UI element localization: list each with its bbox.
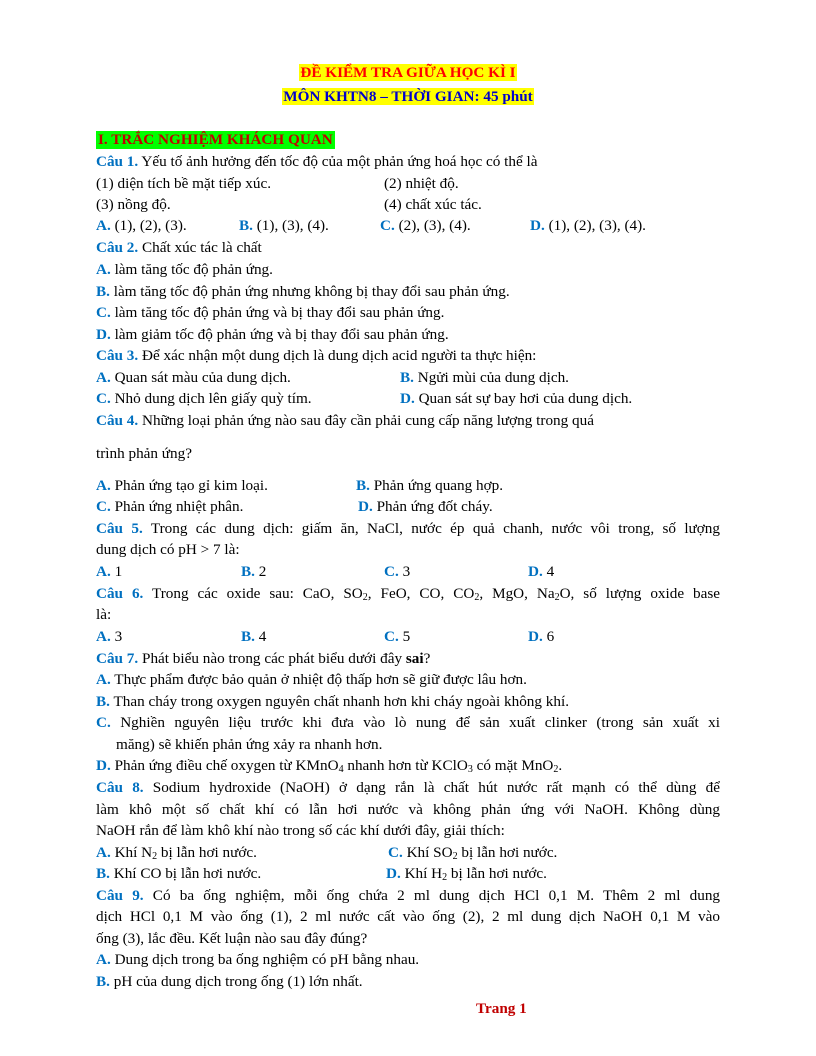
option-3c bbox=[96, 389, 312, 408]
option-3a bbox=[96, 368, 291, 387]
option-3d bbox=[400, 389, 632, 408]
question-3-label: Câu 3. bbox=[96, 347, 139, 364]
question-1 bbox=[96, 152, 720, 171]
option-label: A. bbox=[96, 951, 111, 968]
option-label: B. bbox=[96, 865, 110, 882]
option-text: 2 bbox=[254, 563, 267, 580]
option-text: (1), (2), (3). bbox=[110, 217, 187, 234]
option-text: . bbox=[558, 757, 563, 774]
question-6-continued: là: bbox=[96, 606, 112, 623]
option-1a bbox=[96, 216, 187, 235]
option-1c bbox=[380, 216, 471, 235]
option-label: C. bbox=[96, 304, 111, 321]
question-8 bbox=[96, 778, 720, 797]
question-2-text: Chất xúc tác là chất bbox=[138, 239, 262, 256]
question-7 bbox=[96, 649, 720, 668]
option-7b bbox=[96, 692, 720, 711]
exam-title bbox=[0, 64, 816, 82]
option-text: 3 bbox=[398, 563, 411, 580]
option-2d bbox=[96, 325, 720, 344]
option-label: B. bbox=[400, 369, 414, 386]
option-text: bị lẫn hơi nước. bbox=[457, 844, 558, 861]
question-2-label: Câu 2. bbox=[96, 239, 139, 256]
option-text: bị lẫn hơi nước. bbox=[157, 844, 257, 861]
subscript: 2 bbox=[554, 592, 560, 603]
option-7c-continued: măng) sẽ khiến phản ứng xảy ra nhanh hơn. bbox=[116, 736, 383, 753]
question-7-text: ? bbox=[423, 650, 431, 667]
option-3b bbox=[400, 368, 569, 387]
question-5-text: Trong các dung dịch: giấm ăn, NaCl, nước ép quả chanh, nước vôi trong, số lượng bbox=[142, 520, 720, 537]
option-4a bbox=[96, 476, 268, 495]
factor-2: (2) nhiệt độ. bbox=[384, 175, 459, 192]
option-label: C. bbox=[96, 714, 111, 731]
question-9-continued-2: ống (3), lắc đều. Kết luận nào sau đây đúng? bbox=[96, 930, 368, 947]
option-text: nhanh hơn từ KClO bbox=[343, 757, 468, 774]
option-7c bbox=[96, 713, 720, 732]
subscript: 2 bbox=[452, 851, 458, 862]
option-text: 6 bbox=[542, 628, 555, 645]
option-text: Phản ứng quang hợp. bbox=[369, 477, 504, 494]
question-3 bbox=[96, 346, 720, 365]
option-5d bbox=[528, 562, 554, 581]
question-7-label: Câu 7. bbox=[96, 650, 139, 667]
option-text: 3 bbox=[110, 628, 123, 645]
option-text: 4 bbox=[254, 628, 267, 645]
option-label: B. bbox=[96, 693, 110, 710]
factor-4: (4) chất xúc tác. bbox=[384, 196, 482, 213]
option-label: C. bbox=[380, 217, 395, 234]
question-6-text: O, số lượng oxide base bbox=[559, 585, 720, 602]
option-text: bị lẫn hơi nước. bbox=[447, 865, 547, 882]
option-label: C. bbox=[96, 498, 111, 515]
option-8a bbox=[96, 843, 257, 862]
option-text: 1 bbox=[110, 563, 123, 580]
option-text: 4 bbox=[542, 563, 555, 580]
option-6d bbox=[528, 627, 554, 646]
option-label: B. bbox=[239, 217, 253, 234]
option-text: Quan sát sự bay hơi của dung dịch. bbox=[414, 390, 633, 407]
option-label: A. bbox=[96, 217, 111, 234]
option-text: (1), (3), (4). bbox=[252, 217, 329, 234]
option-label: D. bbox=[400, 390, 415, 407]
question-6-text: , MgO, Na bbox=[479, 585, 555, 602]
question-6-text: Trong các oxide sau: CaO, SO bbox=[143, 585, 363, 602]
option-text: Nhỏ dung dịch lên giấy quỳ tím. bbox=[110, 390, 312, 407]
factor-3: (3) nồng độ. bbox=[96, 196, 171, 213]
option-text: (2), (3), (4). bbox=[394, 217, 471, 234]
option-label: A. bbox=[96, 369, 111, 386]
question-4-continued: trình phản ứng? bbox=[96, 445, 192, 462]
question-1-label: Câu 1. bbox=[96, 153, 139, 170]
option-4c bbox=[96, 497, 243, 516]
option-9b bbox=[96, 972, 720, 991]
question-5-label: Câu 5. bbox=[96, 520, 143, 537]
option-2b bbox=[96, 282, 720, 301]
option-text: pH của dung dịch trong ống (1) lớn nhất. bbox=[109, 973, 363, 990]
option-text: làm tăng tốc độ phản ứng nhưng không bị thay đổi sau phản ứng. bbox=[109, 283, 510, 300]
factor-1: (1) diện tích bề mặt tiếp xúc. bbox=[96, 175, 272, 192]
option-8b bbox=[96, 864, 261, 883]
question-4-text: Những loại phản ứng nào sau đây cần phải cung cấp năng lượng trong quá bbox=[138, 412, 594, 429]
option-6c bbox=[384, 627, 410, 646]
question-9-continued-1: dịch HCl 0,1 M vào ống (1), 2 ml nước cất vào ống (2), 2 ml dung dịch NaOH 0,1 M vào bbox=[96, 908, 720, 925]
option-text: Ngửi mùi của dung dịch. bbox=[413, 369, 569, 386]
option-label: D. bbox=[96, 326, 111, 343]
exam-title-text: ĐỀ KIỂM TRA GIỮA HỌC KÌ I bbox=[300, 64, 516, 81]
question-3-text: Để xác nhận một dung dịch là dung dịch acid người ta thực hiện: bbox=[138, 347, 537, 364]
option-text: Than cháy trong oxygen nguyên chất nhanh hơn khi cháy ngoài không khí. bbox=[109, 693, 569, 710]
option-label: D. bbox=[386, 865, 401, 882]
subscript: 2 bbox=[152, 851, 158, 862]
option-label: B. bbox=[356, 477, 370, 494]
question-4 bbox=[96, 411, 720, 430]
option-4d bbox=[358, 497, 493, 516]
option-label: C. bbox=[384, 628, 399, 645]
question-5 bbox=[96, 519, 720, 538]
option-2a bbox=[96, 260, 720, 279]
option-5c bbox=[384, 562, 410, 581]
option-text: có mặt MnO bbox=[472, 757, 554, 774]
question-8-label: Câu 8. bbox=[96, 779, 144, 796]
question-5-continued: dung dịch có pH > 7 là: bbox=[96, 541, 240, 558]
option-5a bbox=[96, 562, 122, 581]
option-7d bbox=[96, 756, 720, 775]
option-5b bbox=[241, 562, 266, 581]
option-text: Phản ứng tạo gỉ kim loại. bbox=[110, 477, 268, 494]
option-label: D. bbox=[528, 563, 543, 580]
question-1-text: Yếu tố ảnh hưởng đến tốc độ của một phản ứng hoá học có thể là bbox=[138, 153, 538, 170]
option-label: C. bbox=[384, 563, 399, 580]
option-text: Khí SO bbox=[402, 844, 453, 861]
option-8d bbox=[386, 864, 547, 883]
question-6-text: , FeO, CO, CO bbox=[367, 585, 475, 602]
section-title: I. TRẮC NGHIỆM KHÁCH QUAN bbox=[98, 131, 333, 148]
option-label: B. bbox=[96, 973, 110, 990]
option-text: Khí N bbox=[110, 844, 153, 861]
option-label: D. bbox=[530, 217, 545, 234]
subscript: 2 bbox=[474, 592, 480, 603]
option-7a bbox=[96, 670, 720, 689]
option-label: A. bbox=[96, 261, 111, 278]
option-label: A. bbox=[96, 628, 111, 645]
option-label: C. bbox=[388, 844, 403, 861]
option-text: 5 bbox=[398, 628, 411, 645]
option-text: Quan sát màu của dung dịch. bbox=[110, 369, 291, 386]
question-8-continued-2: NaOH rắn để làm khô khí nào trong số các khí dưới đây, giải thích: bbox=[96, 822, 505, 839]
question-8-text: Sodium hydroxide (NaOH) ở dạng rắn là chất hút nước rất mạnh có thể dùng để bbox=[143, 779, 720, 796]
option-text: Nghiền nguyên liệu trước khi đưa vào lò nung để sản xuất clinker (trong sản xuất xi bbox=[110, 714, 720, 731]
question-9 bbox=[96, 886, 720, 905]
option-text: Phản ứng nhiệt phân. bbox=[110, 498, 244, 515]
option-6b bbox=[241, 627, 266, 646]
option-text: Phản ứng điều chế oxygen từ KMnO bbox=[110, 757, 339, 774]
subscript: 2 bbox=[442, 872, 448, 883]
option-label: B. bbox=[96, 283, 110, 300]
question-8-continued-1: làm khô một số chất khí có lẫn hơi nước và không phản ứng với NaOH. Không dùng bbox=[96, 801, 720, 818]
subscript: 4 bbox=[338, 764, 344, 775]
option-text: làm tăng tốc độ phản ứng và bị thay đổi sau phản ứng. bbox=[110, 304, 445, 321]
question-4-label: Câu 4. bbox=[96, 412, 139, 429]
option-label: A. bbox=[96, 844, 111, 861]
option-text: làm giảm tốc độ phản ứng và bị thay đổi sau phản ứng. bbox=[110, 326, 449, 343]
subscript: 3 bbox=[467, 764, 473, 775]
option-6a bbox=[96, 627, 122, 646]
option-label: C. bbox=[96, 390, 111, 407]
option-9a bbox=[96, 950, 720, 969]
option-label: A. bbox=[96, 671, 111, 688]
question-9-label: Câu 9. bbox=[96, 887, 144, 904]
option-label: B. bbox=[241, 628, 255, 645]
option-label: D. bbox=[96, 757, 111, 774]
question-6 bbox=[96, 584, 720, 603]
option-1d bbox=[530, 216, 646, 235]
option-label: D. bbox=[528, 628, 543, 645]
option-label: D. bbox=[358, 498, 373, 515]
option-1b bbox=[239, 216, 329, 235]
option-label: B. bbox=[241, 563, 255, 580]
option-8c bbox=[388, 843, 557, 862]
question-7-text: Phát biểu nào trong các phát biểu dưới đây bbox=[138, 650, 406, 667]
question-2 bbox=[96, 238, 720, 257]
exam-subtitle-text: MÔN KHTN8 – THỜI GIAN: 45 phút bbox=[283, 88, 533, 105]
option-text: Thực phẩm được bảo quản ở nhiệt độ thấp hơn sẽ giữ được lâu hơn. bbox=[110, 671, 527, 688]
question-9-text: Có ba ống nghiệm, mỗi ống chứa 2 ml dung dịch HCl 0,1 M. Thêm 2 ml dung bbox=[143, 887, 721, 904]
question-6-label: Câu 6. bbox=[96, 585, 144, 602]
option-text: làm tăng tốc độ phản ứng. bbox=[110, 261, 273, 278]
option-text: Phản ứng đốt cháy. bbox=[372, 498, 493, 515]
question-7-emphasis: sai bbox=[405, 650, 424, 667]
option-text: Dung dịch trong ba ống nghiệm có pH bằng nhau. bbox=[110, 951, 420, 968]
exam-subtitle bbox=[0, 88, 816, 106]
option-text: (1), (2), (3), (4). bbox=[544, 217, 646, 234]
option-4b bbox=[356, 476, 503, 495]
option-label: A. bbox=[96, 477, 111, 494]
option-label: A. bbox=[96, 563, 111, 580]
subscript: 2 bbox=[362, 592, 368, 603]
option-2c bbox=[96, 303, 720, 322]
page-number: Trang 1 bbox=[476, 1000, 527, 1017]
option-text: Khí H bbox=[400, 865, 443, 882]
subscript: 2 bbox=[553, 764, 559, 775]
option-text: Khí CO bị lẫn hơi nước. bbox=[109, 865, 262, 882]
